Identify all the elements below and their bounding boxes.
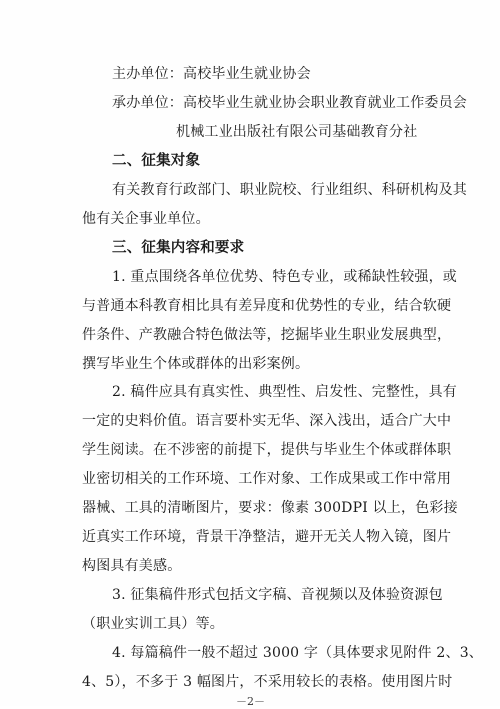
section-2-line-2: 他有关企事业单位。: [82, 211, 210, 227]
organizer-label: 主办单位：: [112, 66, 183, 82]
para-2-line-4: 业密切相关的工作环境、工作对象、工作成果或工作中常用: [82, 471, 452, 487]
section-2-line-1: 有关教育行政部门、职业院校、行业组织、科研机构及其: [112, 182, 467, 198]
co-organizer-line: [112, 93, 467, 113]
para-3-line-1: 3. 征集稿件形式包括文字稿、音视频以及体验资源包: [112, 587, 443, 603]
para-2-line-6: 近真实工作环境，背景干净整洁，避开无关人物入镜，图片: [82, 529, 452, 545]
para-4-line-2: 4、5），不多于 3 幅图片，不采用较长的表格。使用图片时: [82, 674, 453, 690]
section-3-title: 三、征集内容和要求: [112, 240, 245, 256]
co-organizer-line-2: 机械工业出版社有限公司基础教育分社: [176, 124, 418, 140]
para-1-line-3: 件条件、产教融合特色做法等，挖掘毕业生职业发展典型，: [82, 327, 452, 343]
organizer-line: [112, 64, 311, 84]
co-organizer-value-1: 高校毕业生就业协会职业教育就业工作委员会: [183, 95, 467, 111]
para-2-line-2: 一定的史料价值。语言要朴实无华、深入浅出，适合广大中: [82, 413, 452, 429]
para-1-line-2: 与普通本科教育相比具有差异度和优势性的专业，结合软硬: [82, 298, 452, 314]
para-1-line-4: 撰写毕业生个体或群体的出彩案例。: [82, 356, 310, 372]
section-2-title: 二、征集对象: [112, 153, 201, 169]
para-2-line-5: 器械、工具的清晰图片，要求：像素 300DPI 以上，色彩接: [82, 500, 458, 516]
para-3-line-2: （职业实训工具）等。: [82, 616, 224, 632]
para-4-line-1: 4. 每篇稿件一般不超过 3000 字（具体要求见附件 2、3、: [112, 645, 484, 661]
organizer-value: 高校毕业生就业协会: [183, 66, 311, 82]
para-2-line-3: 学生阅读。在不涉密的前提下，提供与毕业生个体或群体职: [82, 442, 452, 458]
page-number: －2－: [236, 695, 265, 708]
co-organizer-label: 承办单位：: [112, 95, 183, 111]
para-2-line-1: 2. 稿件应具有真实性、典型性、启发性、完整性，具有: [112, 384, 458, 400]
para-2-line-7: 构图具有美感。: [82, 558, 182, 574]
para-1-line-1: 1. 重点围绕各单位优势、特色专业，或稀缺性较强，或: [112, 269, 458, 285]
